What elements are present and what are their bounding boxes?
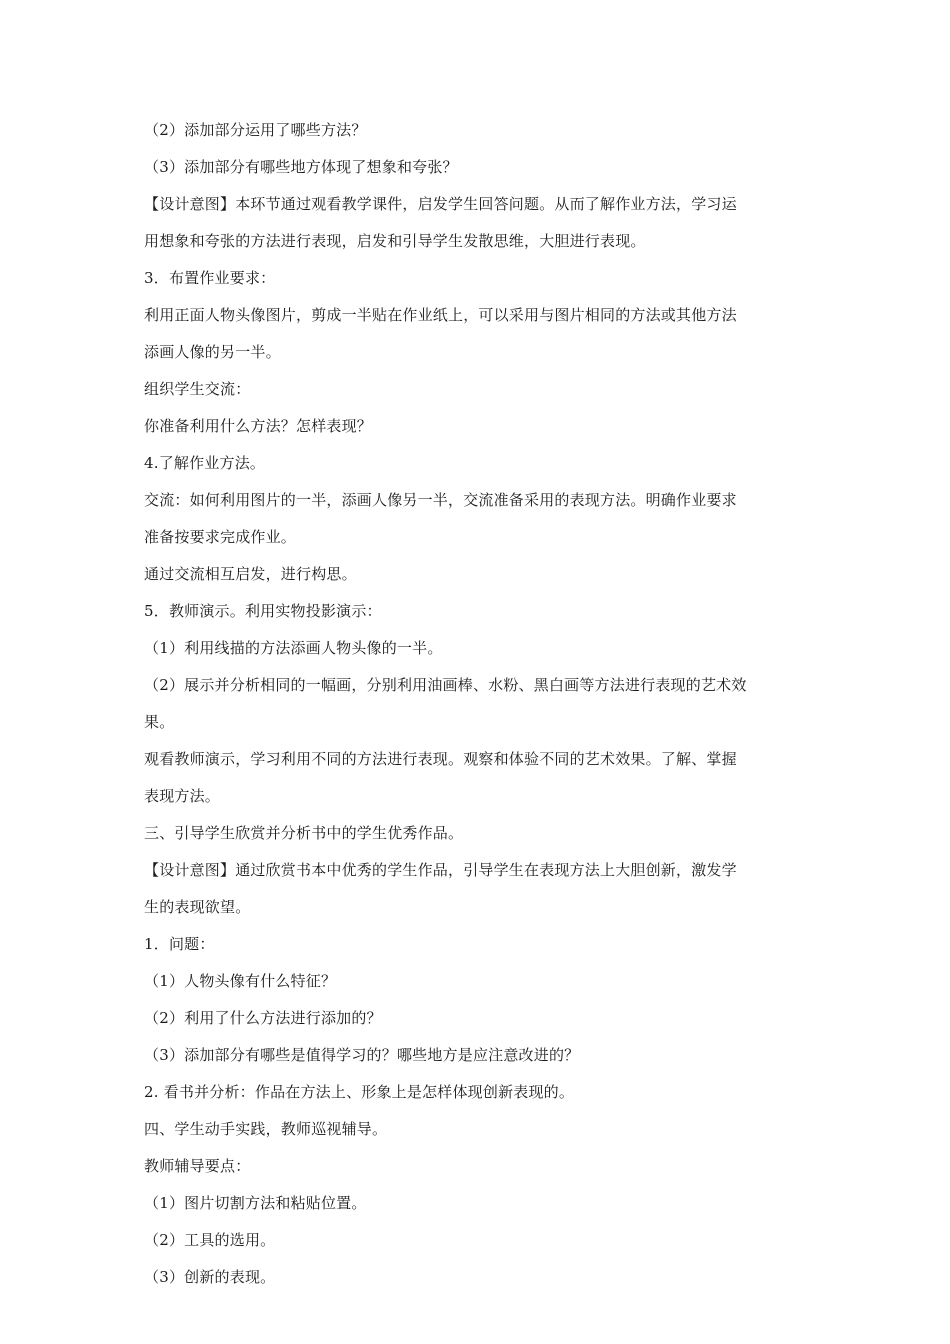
text-line: 添画人像的另一半。 (144, 343, 281, 361)
text-line: 1．问题： (144, 935, 215, 953)
text-line: 5．教师演示。利用实物投影演示： (144, 602, 382, 620)
text-line: （3）添加部分有哪些地方体现了想象和夸张？ (144, 158, 458, 176)
text-line: （2）展示并分析相同的一幅画，分别利用油画棒、水粉、黑白画等方法进行表现的艺术效 (144, 676, 747, 694)
text-line: 【设计意图】本环节通过观看教学课件，启发学生回答问题。从而了解作业方法，学习运 (144, 195, 737, 213)
text-line: 2. 看书并分析：作品在方法上、形象上是怎样体现创新表现的。 (144, 1083, 575, 1101)
text-line: （1）利用线描的方法添画人物头像的一半。 (144, 639, 443, 657)
text-line: 3．布置作业要求： (144, 269, 276, 287)
text-line: 果。 (144, 713, 175, 731)
text-line: 【设计意图】通过欣赏书本中优秀的学生作品，引导学生在表现方法上大胆创新，激发学 (144, 861, 737, 879)
document-page (144, 112, 812, 1296)
text-line: （3）添加部分有哪些是值得学习的？哪些地方是应注意改进的？ (144, 1046, 580, 1064)
text-line: 四、学生动手实践，教师巡视辅导。 (144, 1120, 388, 1138)
text-line: 你准备利用什么方法？怎样表现？ (144, 417, 373, 435)
text-line: 组织学生交流： (144, 380, 251, 398)
text-line: 生的表现欲望。 (144, 898, 251, 916)
text-line: （2）添加部分运用了哪些方法？ (144, 121, 367, 139)
text-line: （2）工具的选用。 (144, 1231, 276, 1249)
text-line: 交流：如何利用图片的一半，添画人像另一半，交流准备采用的表现方法。明确作业要求 (144, 491, 737, 509)
text-line: 准备按要求完成作业。 (144, 528, 297, 546)
text-line: 通过交流相互启发，进行构思。 (144, 565, 357, 583)
text-line: 4.了解作业方法。 (144, 454, 266, 472)
text-line: 观看教师演示，学习利用不同的方法进行表现。观察和体验不同的艺术效果。了解、掌握 (144, 750, 737, 768)
text-line: 用想象和夸张的方法进行表现，启发和引导学生发散思维，大胆进行表现。 (144, 232, 646, 250)
text-line: 教师辅导要点： (144, 1157, 251, 1175)
text-line: （1）人物头像有什么特征？ (144, 972, 337, 990)
text-line: （1）图片切割方法和粘贴位置。 (144, 1194, 367, 1212)
text-line: 三、引导学生欣赏并分析书中的学生优秀作品。 (144, 824, 464, 842)
text-line: （2）利用了什么方法进行添加的？ (144, 1009, 382, 1027)
text-line: 表现方法。 (144, 787, 221, 805)
text-line: （3）创新的表现。 (144, 1268, 276, 1286)
text-line: 利用正面人物头像图片，剪成一半贴在作业纸上，可以采用与图片相同的方法或其他方法 (144, 306, 737, 324)
